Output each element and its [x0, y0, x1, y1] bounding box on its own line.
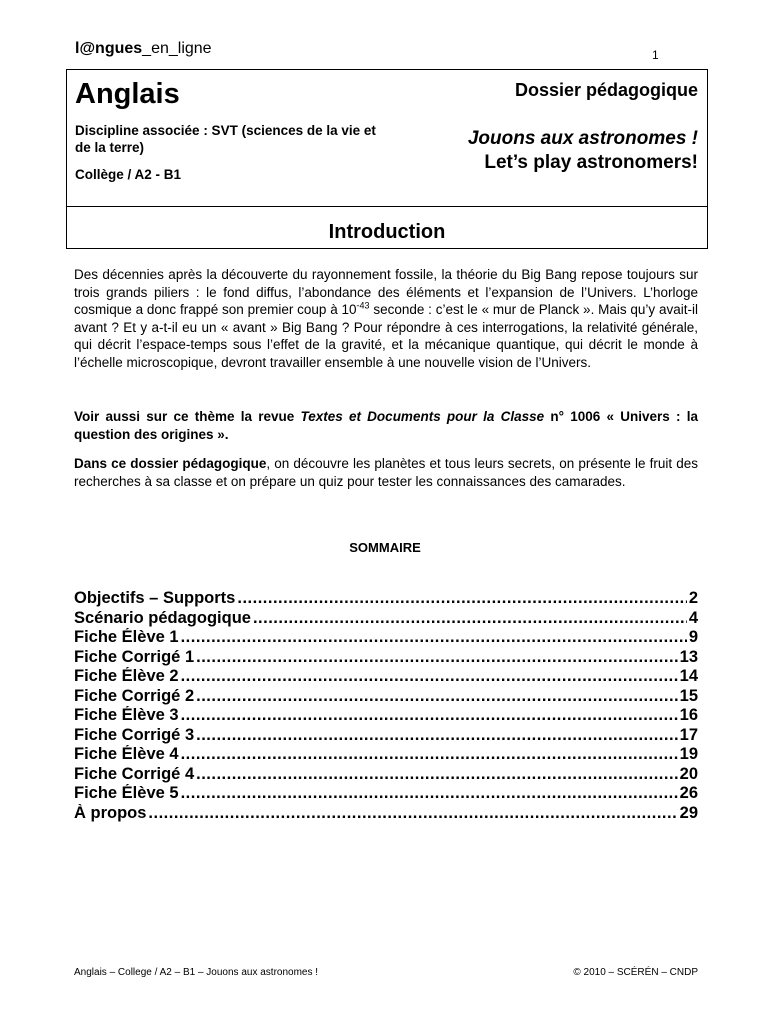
footer-left: Anglais – College / A2 – B1 – Jouons aux astronomes ! — [74, 967, 319, 978]
toc-leader-dots — [196, 726, 678, 746]
toc-entry[interactable] — [74, 687, 698, 707]
intro-text-start: Des décennies après la découverte du rayonnement fossile, la théorie du Big Bang repose toujours sur trois grands piliers : le fond diffus, l’abondance des éléments et l’expansion de l’Univers. L’horloge cosmique a donc frappé son premier coup à 10 — [74, 267, 698, 318]
toc-leader-dots — [181, 784, 678, 804]
toc-entry[interactable] — [74, 706, 698, 726]
sommaire-title: SOMMAIRE — [349, 540, 421, 555]
toc-label: Fiche Corrigé 1 — [74, 647, 195, 666]
toc-label: Scénario pédagogique — [74, 608, 251, 627]
toc-label: Fiche Corrigé 4 — [74, 764, 195, 783]
level-label: Collège / A2 - B1 — [75, 167, 182, 182]
toc-label: Fiche Corrigé 2 — [74, 686, 195, 705]
toc-page-number: 17 — [679, 725, 698, 744]
toc-label: Fiche Élève 1 — [74, 628, 179, 646]
discipline-label: Discipline associée : SVT (sciences de la vie et de la terre) — [75, 123, 376, 155]
toc-leader-dots — [181, 706, 678, 726]
toc-entry[interactable] — [74, 589, 698, 609]
toc-label: Fiche Élève 5 — [74, 784, 179, 802]
dossier-paragraph — [74, 455, 698, 490]
toc-page-number: 4 — [688, 608, 698, 627]
toc-page-number: 13 — [679, 647, 698, 666]
toc-entry[interactable] — [74, 609, 698, 629]
footer-right: © 2010 – SCÉRÉN – CNDP — [573, 967, 698, 978]
toc-leader-dots — [181, 745, 678, 765]
toc-page-number: 29 — [679, 803, 698, 822]
toc-entry[interactable] — [74, 667, 698, 687]
toc-page-number: 14 — [679, 667, 698, 685]
toc-leader-dots — [148, 804, 677, 824]
toc-entry[interactable] — [74, 726, 698, 746]
toc-entry[interactable] — [74, 648, 698, 668]
toc-label: Fiche Élève 4 — [74, 745, 179, 763]
title-english: Let’s play astronomers! — [484, 152, 698, 173]
page-number: 1 — [652, 48, 659, 62]
toc-label: À propos — [74, 803, 147, 822]
toc-page-number: 26 — [679, 784, 698, 802]
toc-entry[interactable] — [74, 765, 698, 785]
toc-page-number: 15 — [679, 686, 698, 705]
toc-leader-dots — [181, 628, 687, 648]
see-also-text: Voir aussi sur ce thème la revue — [74, 409, 301, 424]
toc-entry[interactable] — [74, 745, 698, 765]
logo-bold: l@ngues — [75, 40, 143, 57]
header-divider — [67, 206, 707, 207]
dossier-lead: Dans ce dossier pédagogique — [74, 456, 267, 471]
site-logo — [75, 40, 212, 58]
section-heading: Introduction — [328, 221, 446, 243]
intro-paragraph — [74, 266, 698, 372]
toc-page-number: 16 — [679, 706, 698, 724]
header-frame — [66, 69, 708, 249]
toc-label: Fiche Élève 3 — [74, 706, 179, 724]
toc-leader-dots — [196, 648, 678, 668]
toc-label: Objectifs – Supports — [74, 589, 236, 607]
toc-leader-dots — [196, 687, 678, 707]
subject-title: Anglais — [75, 78, 180, 110]
toc-leader-dots — [237, 589, 686, 609]
dossier-label: Dossier pédagogique — [514, 80, 698, 100]
toc-entry[interactable] — [74, 628, 698, 648]
toc-leader-dots — [196, 765, 678, 785]
intro-text-end: seconde : c’est le « mur de Planck ». Mais qu’y avait-il avant ? Et y a-t-il eu un « avant » Big Bang ? Pour répondre à ces interrogations, la relativité générale, qui décrit l’espace-temps sous l’effet de la gravité, et la mécanique quantique, qui décrit le monde à l’échelle microscopique, devront travailler ensemble à une nouvelle vision de l’Univers. — [74, 302, 698, 370]
see-also-rest: n° 1006 « Univers : la question des origines ». — [74, 409, 699, 442]
dossier-text: , on découvre les planètes et tous leurs secrets, on présente le fruit des recherches à sa classe et on prépare un quiz pour tester les connaissances des camarades. — [74, 456, 698, 489]
toc-entry[interactable] — [74, 784, 698, 804]
table-of-contents — [74, 589, 698, 823]
toc-leader-dots — [181, 667, 678, 687]
toc-page-number: 2 — [688, 589, 698, 607]
toc-label: Fiche Corrigé 3 — [74, 725, 195, 744]
toc-page-number: 9 — [688, 628, 698, 646]
exponent: -43 — [356, 300, 370, 311]
review-title: Textes et Documents pour la Classe — [300, 409, 545, 424]
see-also-paragraph — [74, 408, 698, 443]
toc-page-number: 19 — [679, 745, 698, 763]
toc-entry[interactable] — [74, 804, 698, 824]
toc-label: Fiche Élève 2 — [74, 667, 179, 685]
toc-leader-dots — [253, 609, 687, 629]
toc-page-number: 20 — [679, 764, 698, 783]
title-french: Jouons aux astronomes ! — [467, 128, 698, 149]
logo-light: _en_ligne — [142, 40, 212, 57]
